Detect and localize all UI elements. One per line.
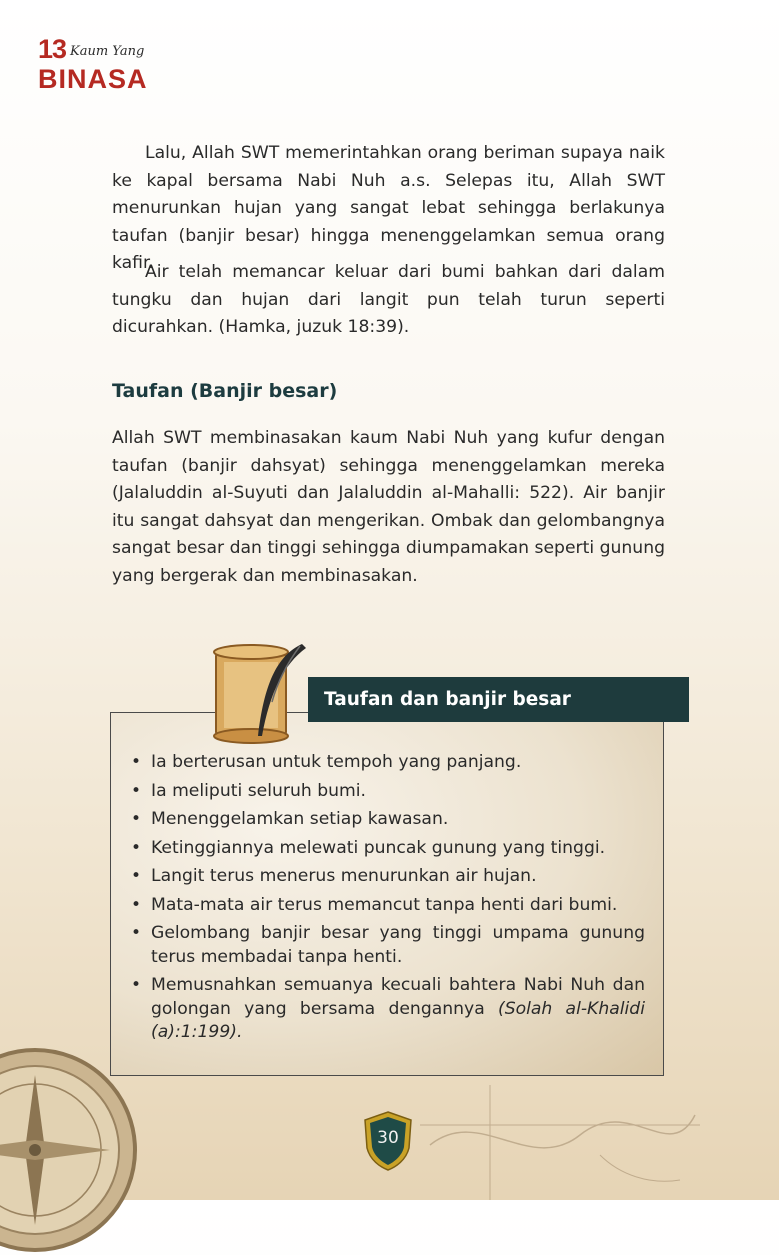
section-body: Allah SWT membinasakan kaum Nabi Nuh yang kufur dengan taufan (banjir dahsyat) sehingga menenggelamkan mereka (Jalaluddin al-Suyuti dan Jalaluddin al-Mahalli: 522). Air banjir itu sangat dahsyat dan mengerikan. Ombak dan gelombangnya sangat besar dan tinggi sehingga diumpamakan seperti gunung yang bergerak dan membinasakan.: [112, 428, 665, 586]
list-item: • Mata-mata air terus memancut tanpa henti dari bumi.: [128, 894, 645, 918]
citation: (Solah al-Khalidi (a):1:199).: [151, 998, 645, 1042]
paragraph-2: Air telah memancar keluar dari bumi bahkan dari dalam tungku dan hujan dari langit pun telah turun seperti dicurahkan. (Hamka, juzuk 18:39).: [112, 262, 665, 337]
list-item: • Ia berterusan untuk tempoh yang panjang.: [128, 751, 645, 775]
logo-number: 13: [38, 34, 67, 64]
page-number: 30: [377, 1128, 399, 1148]
logo-title: BINASA: [38, 64, 148, 94]
map-decoration: [420, 1085, 700, 1200]
list-item: • Langit terus menerus menurunkan air hujan.: [128, 865, 645, 889]
list-item-text: Memusnahkan semuanya kecuali bahtera Nabi Nuh dan golongan yang bersama dengannya: [151, 975, 645, 1019]
logo-subtitle: Kaum Yang: [70, 44, 145, 59]
book-logo: [38, 34, 158, 104]
list-item: • Ia meliputi seluruh bumi.: [128, 780, 645, 804]
compass-decoration: [0, 1045, 140, 1255]
paragraph-1: Lalu, Allah SWT memerintahkan orang beriman supaya naik ke kapal bersama Nabi Nuh a.s. Selepas itu, Allah SWT menurunkan hujan yang sangat lebat sehingga berlakunya taufan (banjir besar) hingga menenggelamkan semua orang kafir.: [112, 143, 665, 273]
list-item: • Ketinggiannya melewati puncak gunung yang tinggi.: [128, 837, 645, 861]
infobox-title: Taufan dan banjir besar: [308, 677, 689, 722]
infobox-list: [128, 751, 645, 1050]
list-item: • Menenggelamkan setiap kawasan.: [128, 808, 645, 832]
scroll-quill-icon: [206, 640, 312, 744]
list-item-last: [128, 974, 645, 1045]
section-heading: Taufan (Banjir besar): [112, 380, 338, 402]
list-item: • Gelombang banjir besar yang tinggi umpama gunung terus membadai tanpa henti.: [128, 922, 645, 969]
